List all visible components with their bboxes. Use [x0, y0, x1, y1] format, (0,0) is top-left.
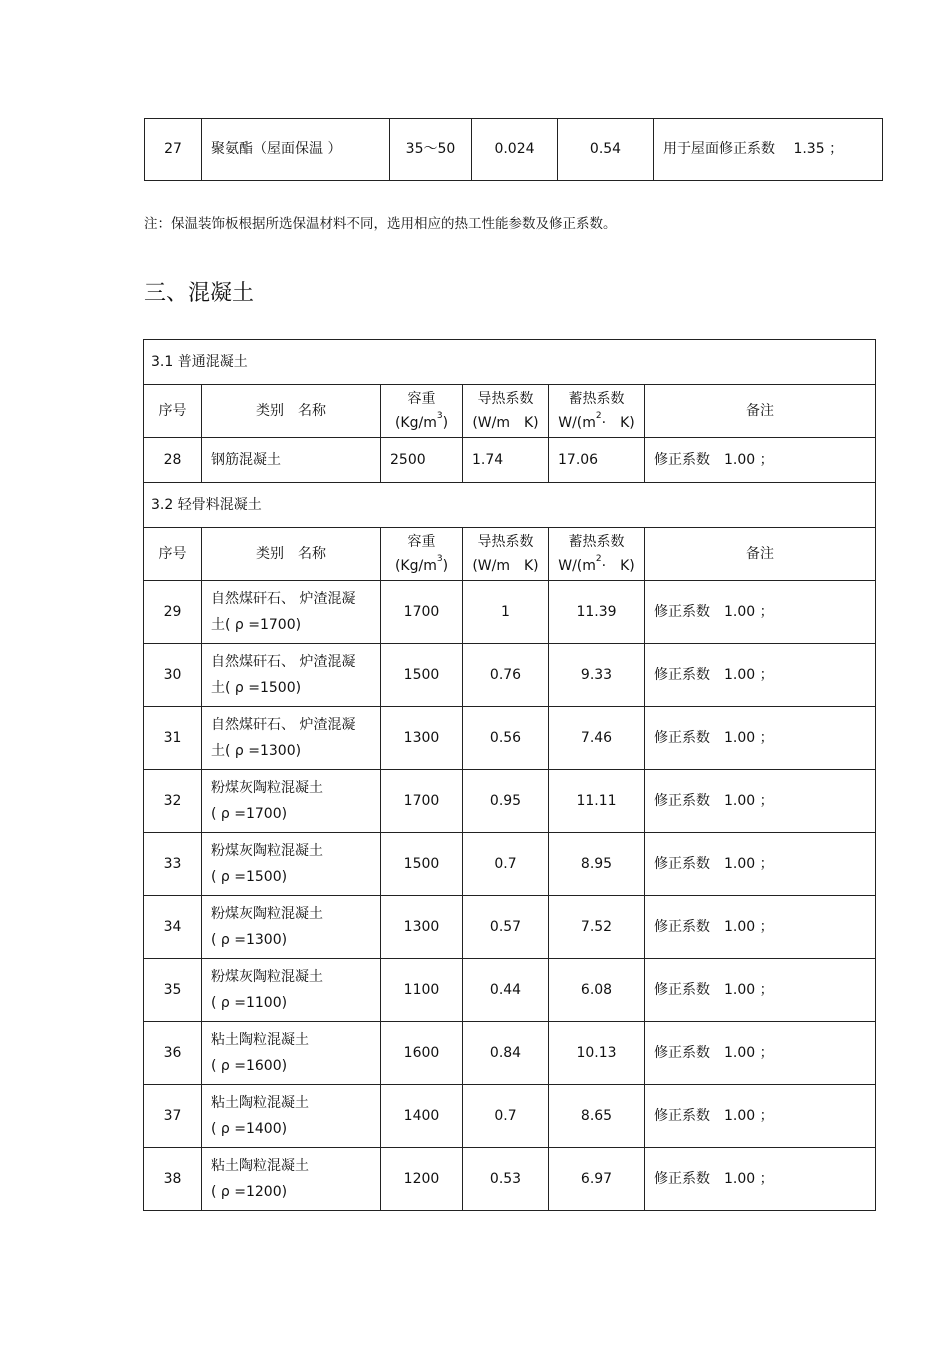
conductivity-value: 0.44: [463, 959, 549, 1022]
material-name: 粉煤灰陶粒混凝土 ( ρ =1700): [202, 770, 381, 833]
row-number: 28: [144, 438, 202, 483]
heat-storage-value: 0.54: [558, 119, 654, 181]
conductivity-value: 0.56: [463, 707, 549, 770]
material-name: 粉煤灰陶粒混凝土 ( ρ =1100): [202, 959, 381, 1022]
header-no: 序号: [144, 385, 202, 438]
material-name: 粉煤灰陶粒混凝土 ( ρ =1500): [202, 833, 381, 896]
subsection-row: [144, 340, 876, 385]
conductivity-value: 0.024: [472, 119, 558, 181]
heat-storage-value: 11.11: [549, 770, 645, 833]
material-name: 聚氨酯（屋面保温 ）: [202, 119, 390, 181]
header-row: [144, 385, 876, 438]
density-value: 2500: [381, 438, 463, 483]
conductivity-value: 0.76: [463, 644, 549, 707]
heat-storage-value: 17.06: [549, 438, 645, 483]
header-density: 容重 $(Kg/m^3)$: [381, 385, 463, 438]
remark-value: 修正系数 1.00 ；: [645, 644, 876, 707]
density-value: 1500: [381, 644, 463, 707]
table-note: 注：保温装饰板根据所选保温材料不同，选用相应的热工性能参数及修正系数。: [144, 216, 617, 232]
table-row: [144, 770, 876, 833]
heat-storage-value: 8.65: [549, 1085, 645, 1148]
subsection-title: 3.1 普通混凝土: [144, 340, 876, 385]
header-remark: 备注: [645, 528, 876, 581]
conductivity-value: 0.57: [463, 896, 549, 959]
table-row: [144, 1148, 876, 1211]
header-name: 类别 名称: [202, 385, 381, 438]
material-name: 粘土陶粒混凝土 ( ρ =1400): [202, 1085, 381, 1148]
density-value: 1600: [381, 1022, 463, 1085]
material-name: 钢筋混凝土: [202, 438, 381, 483]
row-number: 35: [144, 959, 202, 1022]
row-number: 30: [144, 644, 202, 707]
conductivity-value: 0.53: [463, 1148, 549, 1211]
row-number: 32: [144, 770, 202, 833]
remark-value: 修正系数 1.00 ；: [645, 770, 876, 833]
section-heading: 三、混凝土: [144, 281, 255, 306]
material-name: 粉煤灰陶粒混凝土 ( ρ =1300): [202, 896, 381, 959]
table-row: [144, 438, 876, 483]
heat-storage-value: 6.08: [549, 959, 645, 1022]
density-value: 1700: [381, 581, 463, 644]
heat-storage-value: 7.52: [549, 896, 645, 959]
density-value: 1200: [381, 1148, 463, 1211]
heat-storage-value: 11.39: [549, 581, 645, 644]
density-value: 1100: [381, 959, 463, 1022]
subsection-title: 3.2 轻骨料混凝土: [144, 483, 876, 528]
table-row: [144, 1022, 876, 1085]
table-row: [144, 707, 876, 770]
conductivity-value: 0.95: [463, 770, 549, 833]
table-row: [144, 1085, 876, 1148]
row-number: 33: [144, 833, 202, 896]
density-value: 1300: [381, 896, 463, 959]
density-value: 35～50: [390, 119, 472, 181]
concrete-table: [143, 339, 876, 1211]
row-number: 38: [144, 1148, 202, 1211]
subsection-row: [144, 483, 876, 528]
row-number: 31: [144, 707, 202, 770]
row-number: 37: [144, 1085, 202, 1148]
conductivity-value: 1.74: [463, 438, 549, 483]
row-number: 36: [144, 1022, 202, 1085]
header-conductivity: 导热系数 (W/m K): [463, 385, 549, 438]
table-row: [144, 581, 876, 644]
heat-storage-value: 9.33: [549, 644, 645, 707]
conductivity-value: 0.7: [463, 833, 549, 896]
heat-storage-value: 8.95: [549, 833, 645, 896]
header-name: 类别 名称: [202, 528, 381, 581]
heat-storage-value: 6.97: [549, 1148, 645, 1211]
header-heat-storage: 蓄热系数 $W/(m^2\cdot$ K): [549, 385, 645, 438]
density-value: 1500: [381, 833, 463, 896]
table-row: [144, 833, 876, 896]
remark-value: 修正系数 1.00 ；: [645, 833, 876, 896]
table-row: [144, 644, 876, 707]
insulation-table-continued: [144, 118, 883, 181]
remark-value: 修正系数 1.00 ；: [645, 1085, 876, 1148]
density-value: 1300: [381, 707, 463, 770]
header-density: 容重 $(Kg/m^3)$: [381, 528, 463, 581]
header-conductivity: 导热系数 (W/m K): [463, 528, 549, 581]
row-number: 34: [144, 896, 202, 959]
header-heat-storage: 蓄热系数 $W/(m^2\cdot$ K): [549, 528, 645, 581]
remark-value: 修正系数 1.00 ；: [645, 707, 876, 770]
density-value: 1700: [381, 770, 463, 833]
remark-value: 修正系数 1.00 ；: [645, 1022, 876, 1085]
row-number: 29: [144, 581, 202, 644]
remark-value: 修正系数 1.00 ；: [645, 896, 876, 959]
remark-value: 修正系数 1.00 ；: [645, 581, 876, 644]
table-row: [145, 119, 883, 181]
conductivity-value: 0.7: [463, 1085, 549, 1148]
material-name: 粘土陶粒混凝土 ( ρ =1200): [202, 1148, 381, 1211]
remark-value: 修正系数 1.00 ；: [645, 1148, 876, 1211]
conductivity-value: 0.84: [463, 1022, 549, 1085]
heat-storage-value: 7.46: [549, 707, 645, 770]
remark-value: 用于屋面修正系数 1.35 ；: [654, 119, 883, 181]
material-name: 粘土陶粒混凝土 ( ρ =1600): [202, 1022, 381, 1085]
material-name: 自然煤矸石、 炉渣混凝 土( ρ =1500): [202, 644, 381, 707]
remark-value: 修正系数 1.00 ；: [645, 959, 876, 1022]
material-name: 自然煤矸石、 炉渣混凝 土( ρ =1700): [202, 581, 381, 644]
header-remark: 备注: [645, 385, 876, 438]
density-value: 1400: [381, 1085, 463, 1148]
remark-value: 修正系数 1.00 ；: [645, 438, 876, 483]
header-row: [144, 528, 876, 581]
material-name: 自然煤矸石、 炉渣混凝 土( ρ =1300): [202, 707, 381, 770]
table-row: [144, 896, 876, 959]
heat-storage-value: 10.13: [549, 1022, 645, 1085]
header-no: 序号: [144, 528, 202, 581]
row-number: 27: [145, 119, 202, 181]
table-row: [144, 959, 876, 1022]
conductivity-value: 1: [463, 581, 549, 644]
